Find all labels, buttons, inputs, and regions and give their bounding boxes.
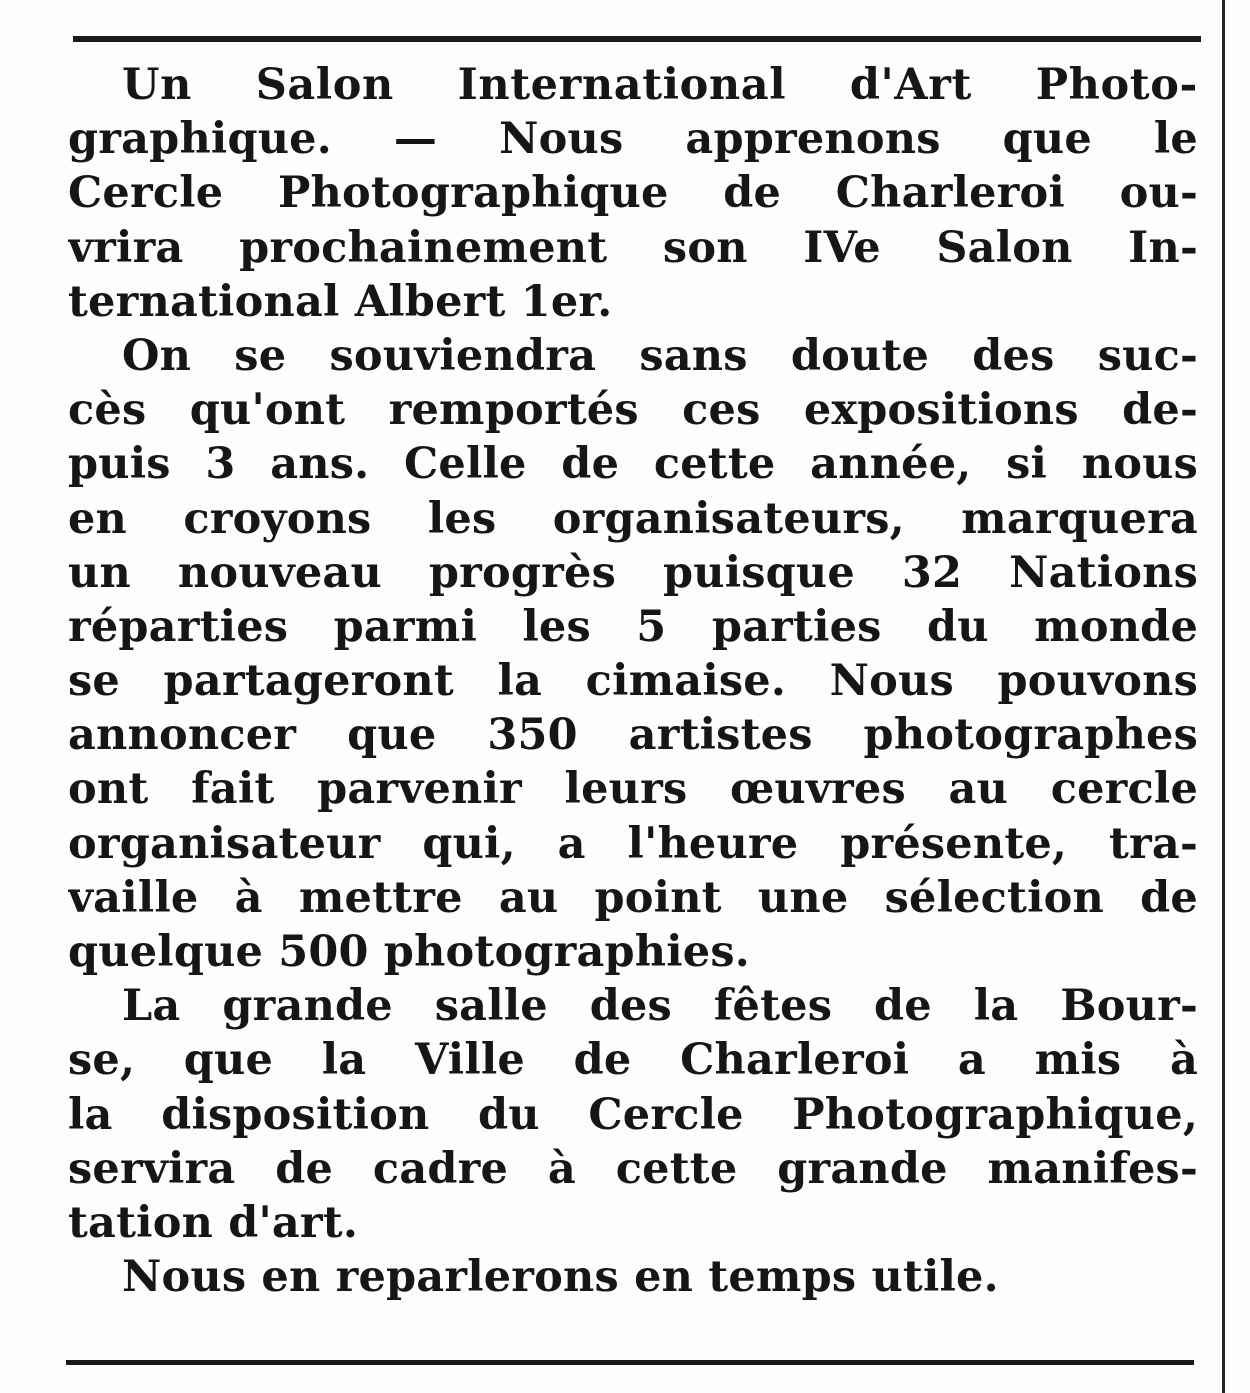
article-line: servira de cadre à cette grande manifes- — [68, 1143, 1198, 1194]
article-line: Nous en reparlerons en temps utile. — [122, 1252, 999, 1303]
article-line: ternational Albert 1er. — [68, 276, 613, 327]
article-line: en croyons les organisateurs, marquera — [68, 493, 1198, 544]
article-line: réparties parmi les 5 parties du monde — [68, 601, 1198, 652]
article-line: ont fait parvenir leurs œuvres au cercle — [68, 764, 1198, 815]
article-line: vaille à mettre au point une sélection de — [68, 872, 1198, 923]
article-line: On se souviendra sans doute des suc- — [122, 330, 1198, 381]
article-line: graphique. — Nous apprenons que le — [68, 114, 1198, 165]
column-rule — [1222, 0, 1225, 1393]
article-line: la disposition du Cercle Photographique, — [68, 1089, 1198, 1140]
article-line: se, que la Ville de Charleroi a mis à — [68, 1035, 1198, 1086]
article-line: annoncer que 350 artistes photographes — [68, 710, 1198, 761]
article-line: vrira prochainement son IVe Salon In- — [68, 222, 1198, 273]
article-line: un nouveau progrès puisque 32 Nations — [68, 547, 1198, 598]
article-line: Cercle Photographique de Charleroi ou- — [68, 168, 1198, 219]
article-line: quelque 500 photographies. — [68, 927, 750, 977]
article-line: La grande salle des fêtes de la Bour- — [122, 981, 1198, 1032]
article-line: cès qu'ont remportés ces expositions de- — [68, 385, 1198, 436]
article-line: puis 3 ans. Celle de cette année, si nous — [68, 439, 1198, 490]
bottom-rule — [66, 1360, 1194, 1365]
article-line: organisateur qui, a l'heure présente, tra- — [68, 818, 1198, 869]
article-line: se partageront la cimaise. Nous pouvons — [68, 656, 1198, 707]
top-rule — [73, 36, 1201, 42]
article-line: tation d'art. — [68, 1197, 359, 1248]
news-article — [68, 58, 1198, 1304]
headline-line: Un Salon International d'Art Photo- — [122, 60, 1198, 110]
